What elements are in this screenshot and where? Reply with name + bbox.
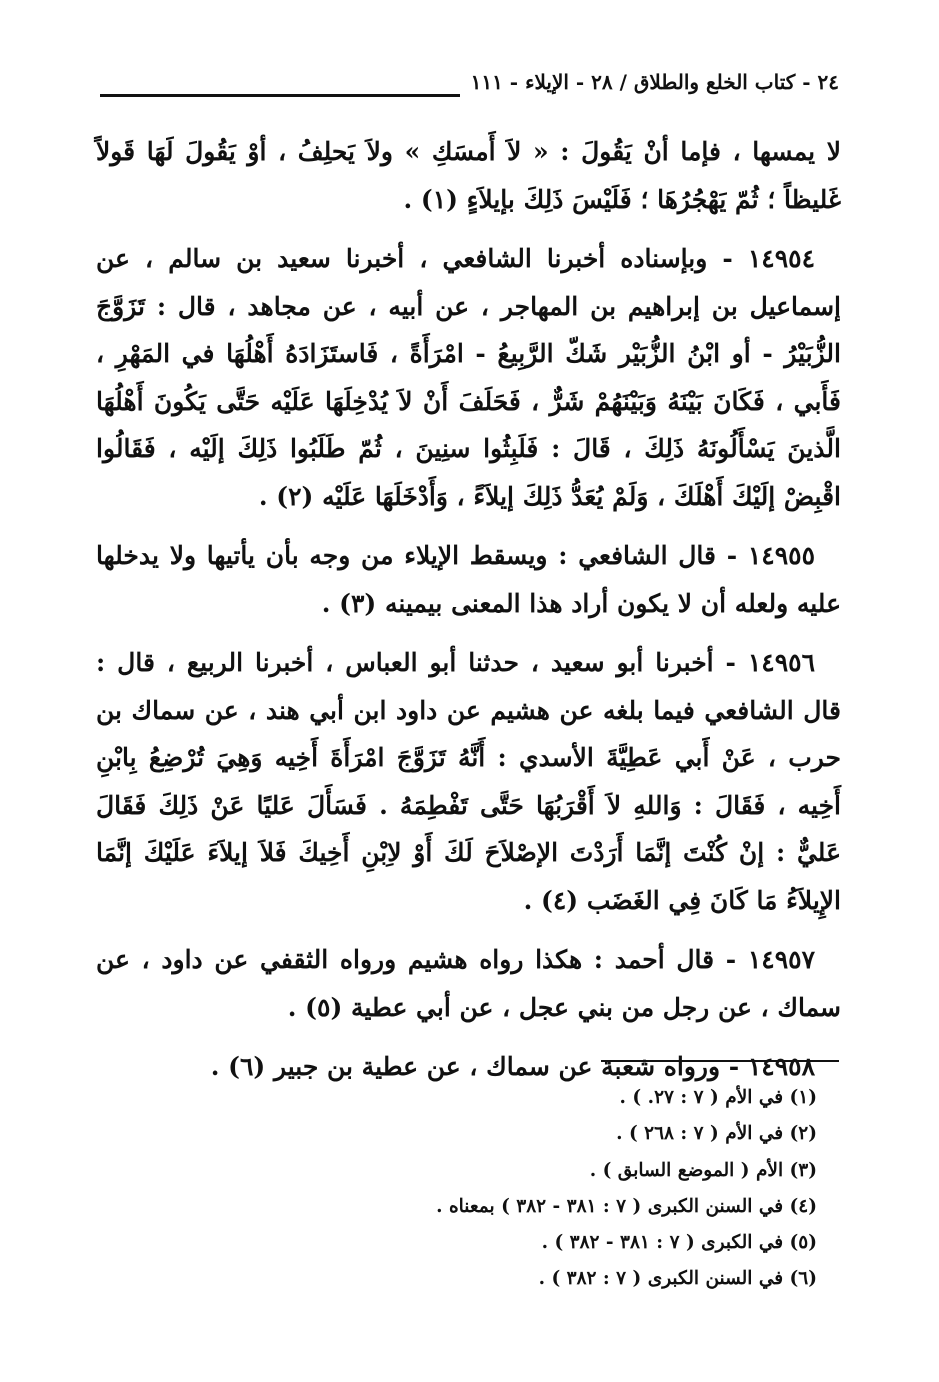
paragraph-continuation: لا يمسها ، فإما أنْ يَقُولَ : « لاَ أَمسَكِ » ولاَ يَحلِفُ ، أوْ يَقُولَ لَهَا قَولاً غَليظاً ؛ ثُمّ يَهْجُرُهَا ؛ فَلَيْسَ ذَلِكَ بإيلاَءٍ (١) . xyxy=(96,137,841,214)
paragraph-14957: ١٤٩٥٧ - قال أحمد : هكذا رواه هشيم ورواه الثقفي عن داود ، عن سماك ، عن رجل من بني عجل ، عن أبي عطية (٥) . xyxy=(96,945,841,1022)
footnote-2: (٢) في الأم ( ٧ : ٢٦٨ ) . xyxy=(616,1123,817,1145)
footnote-5: (٥) في الكبرى ( ٧ : ٣٨١ - ٣٨٢ ) . xyxy=(541,1232,817,1254)
header-title: ٢٤ - كتاب الخلع والطلاق / ٢٨ - الإيلاء - ١١١ xyxy=(470,70,839,94)
footnote-4: (٤) في السنن الكبرى ( ٧ : ٣٨١ - ٣٨٢ ) بمعناه . xyxy=(436,1195,817,1217)
footnote-1: (١) في الأم ( ٧ : ٢٧. ) . xyxy=(619,1087,817,1108)
header-rule xyxy=(100,94,460,97)
footnote-separator xyxy=(601,1060,839,1062)
running-header xyxy=(100,66,839,106)
paragraph-14956: ١٤٩٥٦ - أخبرنا أبو سعيد ، حدثنا أبو العباس ، أخبرنا الربيع ، قال : قال الشافعي فيما بلغه عن هشيم عن داود ابن أبي هند ، عن سماك بن حرب ، عَنْ أَبي عَطِيَّةَ الأسدي : أَنَّهُ تَزَوَّجَ امْرَأَةَ أَخِيه وَهِيَ تُرْضِعُ بِابْنِ أَخِيه ، فَقَالَ : وَاللهِ لاَ أَقْرَبُهَا حَتَّى تَفْطِمَهُ . فَسَأَلَ عَليًا عَنْ ذَلِكَ فَقَالَ عَليٌّ : إنْ كُنْتَ إنَّمَا أَرَدْتَ الإصْلاَحَ لَكَ أَوْ لاِبْنِ أَخِيكَ فَلاَ إيلاَءَ عَلَيْكَ إنَّمَا الإِيلاَءُ مَا كَانَ فِي الغَضَب (٤) . xyxy=(96,648,841,915)
footnote-6: (٦) في السنن الكبرى ( ٧ : ٣٨٢ ) . xyxy=(538,1268,817,1290)
footnotes xyxy=(96,1080,817,1298)
main-text xyxy=(96,128,841,1103)
footnote-3: (٣) الأم ( الموضع السابق ) . xyxy=(589,1159,817,1181)
paragraph-14958: ١٤٩٥٨ - ورواه شعبة عن سماك ، عن عطية بن جبير (٦) . xyxy=(210,1052,815,1081)
paragraph-14955: ١٤٩٥٥ - قال الشافعي : ويسقط الإيلاء من وجه بأن يأتيها ولا يدخلها عليه ولعله أن لا يكون أراد هذا المعنى بيمينه (٣) . xyxy=(96,541,841,618)
paragraph-14954: ١٤٩٥٤ - وبإسناده أخبرنا الشافعي ، أخبرنا سعيد بن سالم ، عن إسماعيل بن إبراهيم بن المهاجر ، عن أبيه ، عن مجاهد ، قال : تَزَوَّجَ الزُّبَيْرُ - أو ابْنُ الزُّبَيْر شَكّ الرَّبِيعُ - امْرَأَةً ، فَاستَزَادَهُ أَهْلُهَا في المَهْرِ ، فَأَبي ، فَكَانَ بَيْنَهُ وَبَيْنَهُمْ شَرٌّ ، فَحَلَفَ أَنْ لاَ يُدْخِلَهَا عَلَيْه حَتَّى يَكُونَ أَهْلُهَا الَّذينَ يَسْأَلُونَهُ ذَلِكَ ، قَالَ : فَلَبِثُوا سنِينَ ، ثُمّ طَلَبُوا ذَلِكَ إلَيْه ، فَقَالُوا اقْبِضْ إلَيْكَ أَهْلَكَ ، وَلَمْ يُعَدُّ ذَلِكَ إيلاَءً ، وَأَدْخَلَهَا عَلَيْه (٢) . xyxy=(96,244,842,511)
